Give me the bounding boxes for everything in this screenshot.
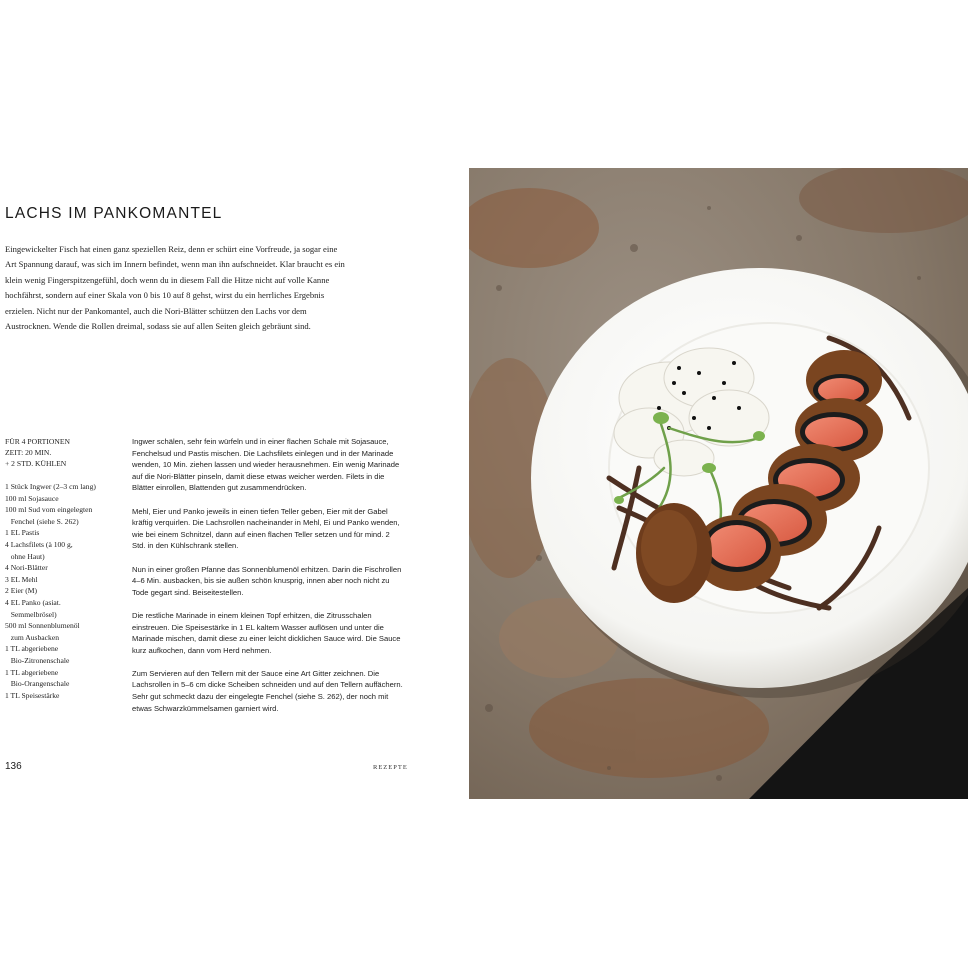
ingredient-item: zum Ausbacken <box>5 632 59 642</box>
preparation-steps <box>132 436 404 726</box>
ingredient-item: 100 ml Sud vom eingelegten <box>5 505 93 515</box>
ingredient-item: 1 TL Speisestärke <box>5 690 60 700</box>
time-label: ZEIT: 20 MIN. <box>5 448 52 458</box>
recipe-meta <box>5 436 115 470</box>
ingredient-item: 1 TL abgeriebene <box>5 644 59 654</box>
section-label: REZEPTE <box>373 764 408 771</box>
ingredient-item: 1 EL Pastis <box>5 528 40 538</box>
ingredient-item: ohne Haut) <box>5 551 45 561</box>
ingredient-item: Bio-Zitronenschale <box>5 655 70 665</box>
cooling-time-label: + 2 STD. KÜHLEN <box>5 459 67 469</box>
ingredient-item: 2 Eier (M) <box>5 586 38 596</box>
ingredient-item: Semmelbrösel) <box>5 609 57 619</box>
ingredient-item: Bio-Orangenschale <box>5 679 70 689</box>
portions-label: FÜR 4 PORTIONEN <box>5 437 70 446</box>
ingredient-item: 100 ml Sojasauce <box>5 493 59 503</box>
preparation-step: Mehl, Eier und Panko jeweils in einen tiefen Teller geben, Eier mit der Gabel kräftig verquirlen. Die Lachsrollen nacheinander in Mehl, Ei und Panko wenden, wie bei einem Schnitzel, dann auf einen flachen Teller setzen und für mind. 2 Std. in den Kühlschrank stellen. <box>132 506 400 551</box>
ingredient-item: 1 Stück Ingwer (2–3 cm lang) <box>5 482 96 491</box>
preparation-step: Zum Servieren auf den Tellern mit der Sauce eine Art Gitter zeichnen. Die Lachsrollen in 5–6 cm dicke Scheiben schneiden und auf den Tellern auffächern. Sehr gut schmeckt dazu der eingelegte Fenchel (siehe S. 262), der noch mit etwas Schwarzkümmelsamen garniert wird. <box>132 668 403 713</box>
recipe-title: LACHS IM PANKOMANTEL <box>5 205 223 222</box>
preparation-step: Die restliche Marinade in einem kleinen Topf erhitzen, die Zitrusschalen einstreuen. Die Speisestärke in 1 EL kaltem Wasser auflösen und unter die Marinade mischen, damit diese zu einer leicht dicklichen Sauce wird. Die Sauce kurz aufkochen, dann vom Herd nehmen. <box>132 610 401 655</box>
salmon-roll-end <box>636 503 712 603</box>
ingredient-list <box>5 481 125 701</box>
preparation-step: Nun in einer großen Pfanne das Sonnenblumenöl erhitzen. Darin die Fischrollen 4–6 Min. ausbacken, bis sie außen schön knusprig, innen aber noch nicht zu Tode gegart sind. Beiseitestellen. <box>132 564 402 597</box>
page-number: 136 <box>5 761 22 772</box>
preparation-step: Ingwer schälen, sehr fein würfeln und in einer flachen Schale mit Sojasauce, Fenchelsud und Pastis mischen. Die Lachsfilets einlegen und in der Marinade wenden, 10 Min. ziehen lassen und wieder herausnehmen. Ein wenig Marinade auf die Nori-Blätter pinseln, damit diese etwas weicher werden. Filets in die Blätter einrollen, Blattenden gut zusammendrücken. <box>132 437 400 493</box>
ingredient-item: 4 Nori-Blätter <box>5 563 48 573</box>
ingredient-item: 3 EL Mehl <box>5 574 38 584</box>
ingredient-item: 4 EL Panko (asiat. <box>5 597 61 607</box>
food-photo <box>469 168 968 799</box>
ingredient-item: 4 Lachsfilets (à 100 g, <box>5 539 73 549</box>
ingredient-item: 1 TL abgeriebene <box>5 667 59 677</box>
recipe-intro: Eingewickelter Fisch hat einen ganz speziellen Reiz, denn er schürt eine Vorfreude, ja sogar eine Art Spannung darauf, was sich im Innern befindet, wenn man ihn aufschneidet. Klar braucht es ein klein wenig Fingerspitzengefühl, doch wenn du in diesem Fall die Hitze nicht auf volle Kanne hochfährst, sondern auf einer Skala von 0 bis 10 auf 8 gehst, wirst du ein herrliches Ergebnis erzielen. Nicht nur der Pankomantel, auch die Nori-Blätter schützen den Lachs vor dem Austrocknen. Wende die Rollen dreimal, sodass sie auf allen Seiten gleich gebräunt sind. <box>5 244 345 332</box>
ingredient-item: 500 ml Sonnenblumenöl <box>5 621 80 631</box>
ingredient-item: Fenchel (siehe S. 262) <box>5 516 79 526</box>
